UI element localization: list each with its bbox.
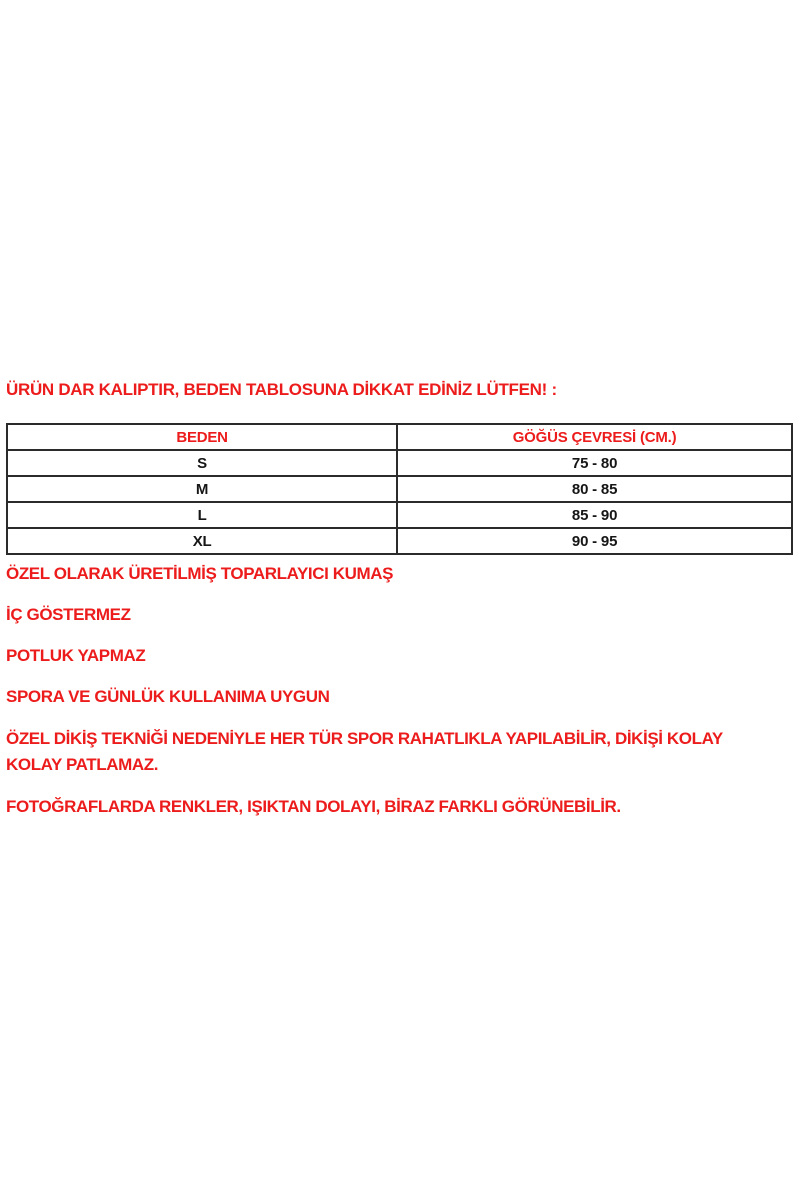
feature-list (6, 562, 794, 819)
size-cell: L (7, 502, 397, 528)
chest-range-cell: 80 - 85 (397, 476, 792, 502)
size-table-header-row (7, 424, 792, 450)
column-header-chest-circumference: GÖĞÜS ÇEVRESİ (CM.) (397, 424, 792, 450)
chest-range-cell: 90 - 95 (397, 528, 792, 554)
feature-sport-daily-use: SPORA VE GÜNLÜK KULLANIMA UYGUN (6, 687, 330, 706)
table-row-m (7, 476, 792, 502)
feature-color-disclaimer: FOTOĞRAFLARDA RENKLER, IŞIKTAN DOLAYI, BİRAZ FARKLI GÖRÜNEBİLİR. (6, 797, 621, 816)
chest-range-cell: 75 - 80 (397, 450, 792, 476)
table-row-s (7, 450, 792, 476)
content-area (6, 378, 794, 836)
table-row-l (7, 502, 792, 528)
feature-opaque: İÇ GÖSTERMEZ (6, 605, 131, 624)
feature-fabric: ÖZEL OLARAK ÜRETİLMİŞ TOPARLAYICI KUMAŞ (6, 564, 394, 583)
size-cell: XL (7, 528, 397, 554)
feature-stitching: ÖZEL DİKİŞ TEKNİĞİ NEDENİYLE HER TÜR SPOR RAHATLIKLA YAPILABİLİR, DİKİŞİ KOLAY KOLAY PATLAMAZ. (6, 729, 723, 774)
table-row-xl (7, 528, 792, 554)
size-cell: S (7, 450, 397, 476)
chest-range-cell: 85 - 90 (397, 502, 792, 528)
column-header-size: BEDEN (7, 424, 397, 450)
size-warning-heading: ÜRÜN DAR KALIPTIR, BEDEN TABLOSUNA DİKKAT EDİNİZ LÜTFEN! : (6, 380, 557, 399)
size-cell: M (7, 476, 397, 502)
size-table (6, 423, 793, 555)
feature-no-sag: POTLUK YAPMAZ (6, 646, 146, 665)
